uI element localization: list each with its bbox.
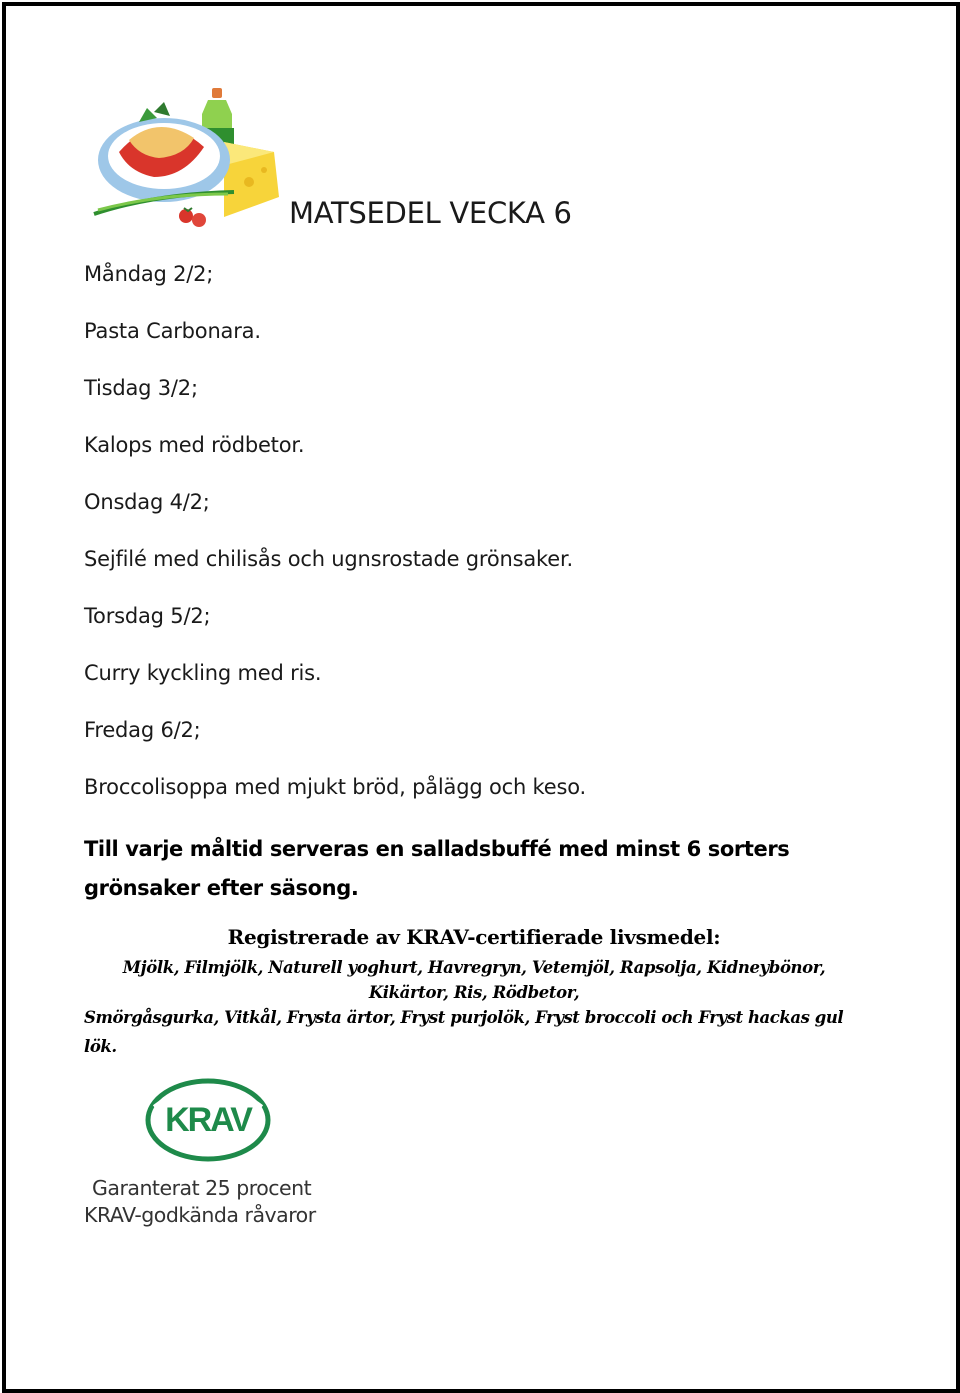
dish-thursday: Curry kyckling med ris. (84, 661, 322, 685)
day-thursday: Torsdag 5/2; (84, 604, 211, 628)
krav-caption-line: Garanterat 25 procent (92, 1176, 312, 1200)
krav-ingredient-list (84, 955, 864, 1005)
krav-logo-text: KRAV (165, 1101, 251, 1139)
krav-heading: Registrerade av KRAV-certifierade livsmedel: (227, 925, 721, 949)
krav-caption-line: KRAV-godkända råvaror (84, 1203, 316, 1227)
page-title: MATSEDEL VECKA 6 (289, 196, 572, 230)
krav-list-line: Kikärtor, Ris, Rödbetor, (368, 983, 580, 1002)
krav-list-line: Mjölk, Filmjölk, Naturell yoghurt, Havregryn, Vetemjöl, Rapsolja, Kidneybönor, (122, 958, 826, 977)
day-wednesday: Onsdag 4/2; (84, 490, 210, 514)
krav-caption (84, 1175, 316, 1229)
krav-list-line: Smörgåsgurka, Vitkål, Frysta ärtor, Fryst purjolök, Fryst broccoli och Fryst hackas gul lök. (84, 1008, 844, 1056)
dish-monday: Pasta Carbonara. (84, 319, 261, 343)
krav-logo (145, 1078, 271, 1162)
day-monday: Måndag 2/2; (84, 262, 214, 286)
food-illustration (84, 82, 284, 232)
dish-wednesday: Sejfilé med chilisås och ugnsrostade grönsaker. (84, 547, 573, 571)
salad-buffet-note: Till varje måltid serveras en salladsbuffé med minst 6 sorters grönsaker efter säsong. (84, 837, 790, 900)
dish-friday: Broccolisoppa med mjukt bröd, pålägg och keso. (84, 775, 586, 799)
dish-tuesday: Kalops med rödbetor. (84, 433, 305, 457)
day-tuesday: Tisdag 3/2; (84, 376, 198, 400)
day-friday: Fredag 6/2; (84, 718, 201, 742)
